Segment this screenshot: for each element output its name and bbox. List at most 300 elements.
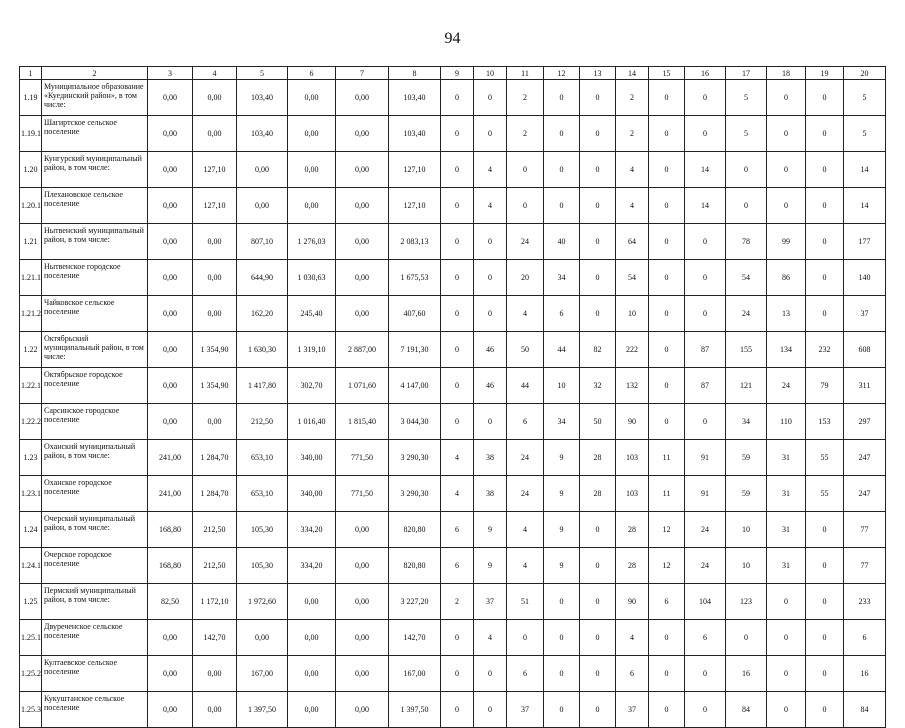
- table-cell: 0,00: [193, 296, 237, 332]
- table-cell: 0,00: [193, 80, 237, 116]
- row-number: 1.23.1: [20, 476, 42, 512]
- table-cell: 0: [806, 692, 844, 728]
- table-cell: 212,50: [237, 404, 288, 440]
- municipality-name: Октябрьский муниципальный район, в том числе:: [42, 332, 148, 368]
- table-cell: 0: [649, 260, 685, 296]
- table-cell: 90: [616, 404, 649, 440]
- table-cell: 1 276,03: [288, 224, 336, 260]
- table-cell: 0: [580, 584, 616, 620]
- table-cell: 407,60: [389, 296, 441, 332]
- table-cell: 1 972,60: [237, 584, 288, 620]
- table-cell: 5: [844, 116, 886, 152]
- table-cell: 1 354,90: [193, 332, 237, 368]
- table-cell: 103,40: [237, 116, 288, 152]
- table-cell: 127,10: [193, 188, 237, 224]
- table-cell: 0: [649, 296, 685, 332]
- table-cell: 82,50: [148, 584, 193, 620]
- table-row: [20, 692, 886, 728]
- column-header: 9: [441, 67, 474, 80]
- table-cell: 0: [685, 116, 726, 152]
- table-cell: 91: [685, 440, 726, 476]
- table-cell: 9: [474, 512, 507, 548]
- table-cell: 0: [649, 116, 685, 152]
- table-cell: 0: [474, 224, 507, 260]
- table-cell: 84: [726, 692, 767, 728]
- table-cell: 24: [507, 476, 544, 512]
- table-cell: 4: [507, 296, 544, 332]
- table-cell: 59: [726, 476, 767, 512]
- table-cell: 0: [441, 368, 474, 404]
- table-cell: 1 016,40: [288, 404, 336, 440]
- table-cell: 6: [507, 656, 544, 692]
- municipality-name: Кунгурский муниципальный район, в том числе:: [42, 152, 148, 188]
- table-cell: 297: [844, 404, 886, 440]
- table-cell: 6: [441, 512, 474, 548]
- table-cell: 0: [580, 620, 616, 656]
- table-cell: 0: [767, 656, 806, 692]
- table-cell: 0: [806, 584, 844, 620]
- table-cell: 0,00: [336, 260, 389, 296]
- table-cell: 0: [685, 80, 726, 116]
- table-cell: 820,80: [389, 512, 441, 548]
- table-cell: 0: [767, 620, 806, 656]
- table-cell: 247: [844, 440, 886, 476]
- table-cell: 38: [474, 440, 507, 476]
- table-cell: 6: [844, 620, 886, 656]
- table-cell: 0: [767, 152, 806, 188]
- column-header: 16: [685, 67, 726, 80]
- table-cell: 0,00: [148, 224, 193, 260]
- table-cell: 771,50: [336, 476, 389, 512]
- table-cell: 0: [441, 260, 474, 296]
- table-cell: 103: [616, 440, 649, 476]
- table-cell: 37: [507, 692, 544, 728]
- row-number: 1.21.1: [20, 260, 42, 296]
- table-cell: 0,00: [193, 260, 237, 296]
- table-cell: 28: [616, 548, 649, 584]
- table-cell: 0,00: [288, 116, 336, 152]
- table-cell: 6: [685, 620, 726, 656]
- row-number: 1.24: [20, 512, 42, 548]
- table-cell: 0: [441, 224, 474, 260]
- table-cell: 0,00: [288, 152, 336, 188]
- table-cell: 0: [544, 80, 580, 116]
- table-cell: 4: [474, 152, 507, 188]
- table-cell: 0: [507, 152, 544, 188]
- table-cell: 0: [544, 152, 580, 188]
- table-cell: 0,00: [336, 188, 389, 224]
- table-row: [20, 440, 886, 476]
- table-cell: 10: [616, 296, 649, 332]
- table-cell: 0: [507, 188, 544, 224]
- table-cell: 212,50: [193, 548, 237, 584]
- table-cell: 0: [649, 368, 685, 404]
- table-cell: 37: [844, 296, 886, 332]
- column-header: 7: [336, 67, 389, 80]
- table-cell: 0: [580, 512, 616, 548]
- table-cell: 0,00: [288, 656, 336, 692]
- table-cell: 4: [441, 440, 474, 476]
- table-row: [20, 656, 886, 692]
- table-cell: 4: [474, 188, 507, 224]
- table-cell: 28: [616, 512, 649, 548]
- table-cell: 84: [844, 692, 886, 728]
- table-cell: 0: [726, 152, 767, 188]
- table-cell: 12: [649, 512, 685, 548]
- municipality-name: Двуреченское сельское поселение: [42, 620, 148, 656]
- table-cell: 3 290,30: [389, 476, 441, 512]
- table-cell: 0: [685, 656, 726, 692]
- table-cell: 14: [685, 152, 726, 188]
- table-cell: 54: [616, 260, 649, 296]
- table-cell: 82: [580, 332, 616, 368]
- table-cell: 37: [616, 692, 649, 728]
- table-cell: 0: [767, 116, 806, 152]
- table-cell: 0: [474, 296, 507, 332]
- table-cell: 1 071,60: [336, 368, 389, 404]
- table-cell: 0: [441, 116, 474, 152]
- table-cell: 644,90: [237, 260, 288, 296]
- table-cell: 0,00: [148, 368, 193, 404]
- municipality-name: Очерское городское поселение: [42, 548, 148, 584]
- table-cell: 32: [580, 368, 616, 404]
- row-number: 1.19.1: [20, 116, 42, 152]
- page-number: 94: [444, 30, 461, 47]
- table-cell: 0: [685, 296, 726, 332]
- table-cell: 222: [616, 332, 649, 368]
- table-cell: 16: [726, 656, 767, 692]
- table-cell: 4: [441, 476, 474, 512]
- table-cell: 0: [649, 620, 685, 656]
- table-cell: 241,00: [148, 440, 193, 476]
- column-header: 3: [148, 67, 193, 80]
- table-cell: 99: [767, 224, 806, 260]
- table-cell: 0: [580, 296, 616, 332]
- table-cell: 10: [726, 512, 767, 548]
- table-cell: 232: [806, 332, 844, 368]
- table-cell: 0,00: [288, 692, 336, 728]
- table-cell: 2: [507, 116, 544, 152]
- table-cell: 9: [544, 512, 580, 548]
- table-cell: 16: [844, 656, 886, 692]
- column-header: 2: [42, 67, 148, 80]
- table-cell: 0,00: [336, 116, 389, 152]
- table-cell: 24: [726, 296, 767, 332]
- table-cell: 0: [580, 224, 616, 260]
- table-cell: 40: [544, 224, 580, 260]
- table-cell: 0,00: [288, 80, 336, 116]
- table-cell: 2: [616, 80, 649, 116]
- table-cell: 0: [649, 152, 685, 188]
- municipality-name: Октябрьское городское поселение: [42, 368, 148, 404]
- table-cell: 0: [806, 296, 844, 332]
- table-cell: 127,10: [389, 188, 441, 224]
- table-cell: 12: [649, 548, 685, 584]
- table-cell: 9: [544, 476, 580, 512]
- table-cell: 302,70: [288, 368, 336, 404]
- row-number: 1.25.2: [20, 656, 42, 692]
- table-cell: 1 417,80: [237, 368, 288, 404]
- table-cell: 0,00: [237, 188, 288, 224]
- table-cell: 245,40: [288, 296, 336, 332]
- table-cell: 0,00: [148, 332, 193, 368]
- table-cell: 0: [767, 584, 806, 620]
- table-cell: 0: [441, 80, 474, 116]
- table-cell: 127,10: [193, 152, 237, 188]
- table-cell: 0,00: [336, 584, 389, 620]
- table-cell: 0: [441, 332, 474, 368]
- table-cell: 0: [806, 548, 844, 584]
- column-header: 5: [237, 67, 288, 80]
- table-cell: 0: [767, 692, 806, 728]
- municipality-name: Плехановское сельское поселение: [42, 188, 148, 224]
- table-cell: 44: [507, 368, 544, 404]
- table-cell: 103,40: [389, 116, 441, 152]
- table-cell: 24: [507, 440, 544, 476]
- table-cell: 0: [649, 656, 685, 692]
- table-cell: 0: [806, 260, 844, 296]
- column-header: 17: [726, 67, 767, 80]
- table-cell: 0,00: [148, 404, 193, 440]
- table-cell: 0,00: [148, 620, 193, 656]
- column-header: 18: [767, 67, 806, 80]
- table-cell: 0: [580, 80, 616, 116]
- municipality-name: Очерский муниципальный район, в том числе:: [42, 512, 148, 548]
- table-cell: 0: [806, 620, 844, 656]
- table-cell: 0: [441, 404, 474, 440]
- table-cell: 105,30: [237, 512, 288, 548]
- table-cell: 1 397,50: [237, 692, 288, 728]
- table-row: [20, 296, 886, 332]
- table-cell: 110: [767, 404, 806, 440]
- table-cell: 247: [844, 476, 886, 512]
- table-row: [20, 80, 886, 116]
- column-header: 8: [389, 67, 441, 80]
- table-cell: 0: [806, 656, 844, 692]
- table-cell: 340,00: [288, 476, 336, 512]
- table-cell: 46: [474, 368, 507, 404]
- table-cell: 6: [544, 296, 580, 332]
- table-cell: 0,00: [336, 512, 389, 548]
- municipality-name: Култаевское сельское поселение: [42, 656, 148, 692]
- table-cell: 103,40: [389, 80, 441, 116]
- table-cell: 0: [806, 512, 844, 548]
- table-cell: 3 227,20: [389, 584, 441, 620]
- table-cell: 5: [726, 116, 767, 152]
- table-cell: 0: [685, 692, 726, 728]
- table-cell: 1 630,30: [237, 332, 288, 368]
- table-cell: 2: [616, 116, 649, 152]
- table-cell: 4: [507, 548, 544, 584]
- table-cell: 1 172,10: [193, 584, 237, 620]
- table-cell: 11: [649, 440, 685, 476]
- column-header: 12: [544, 67, 580, 80]
- table-cell: 1 675,53: [389, 260, 441, 296]
- table-cell: 140: [844, 260, 886, 296]
- municipality-name: Оханское городское поселение: [42, 476, 148, 512]
- column-header: 15: [649, 67, 685, 80]
- table-cell: 0: [685, 260, 726, 296]
- table-cell: 0: [649, 80, 685, 116]
- table-cell: 0: [474, 692, 507, 728]
- table-row: [20, 620, 886, 656]
- table-cell: 4: [616, 152, 649, 188]
- table-cell: 9: [544, 440, 580, 476]
- table-cell: 46: [474, 332, 507, 368]
- table-cell: 0: [649, 332, 685, 368]
- table-row: [20, 224, 886, 260]
- table-cell: 0,00: [336, 80, 389, 116]
- table-cell: 10: [726, 548, 767, 584]
- table-cell: 38: [474, 476, 507, 512]
- table-cell: 34: [544, 260, 580, 296]
- table-cell: 162,20: [237, 296, 288, 332]
- row-number: 1.24.1: [20, 548, 42, 584]
- table-cell: 20: [507, 260, 544, 296]
- municipality-name: Кукуштанское сельское поселение: [42, 692, 148, 728]
- table-cell: 77: [844, 512, 886, 548]
- table-cell: 0,00: [148, 116, 193, 152]
- table-cell: 142,70: [389, 620, 441, 656]
- table-cell: 37: [474, 584, 507, 620]
- column-header: 20: [844, 67, 886, 80]
- table-cell: 77: [844, 548, 886, 584]
- table-cell: 0: [544, 584, 580, 620]
- table-cell: 1 397,50: [389, 692, 441, 728]
- table-cell: 55: [806, 476, 844, 512]
- table-cell: 2: [441, 584, 474, 620]
- table-cell: 0: [580, 548, 616, 584]
- table-cell: 50: [580, 404, 616, 440]
- table-cell: 0: [726, 188, 767, 224]
- table-cell: 168,80: [148, 512, 193, 548]
- table-cell: 9: [474, 548, 507, 584]
- table-cell: 0,00: [336, 692, 389, 728]
- table-cell: 1 284,70: [193, 476, 237, 512]
- row-number: 1.22.1: [20, 368, 42, 404]
- table-cell: 0: [441, 656, 474, 692]
- table-cell: 0: [806, 116, 844, 152]
- table-cell: 14: [844, 188, 886, 224]
- table-cell: 0: [806, 80, 844, 116]
- table-cell: 0,00: [336, 224, 389, 260]
- table-cell: 155: [726, 332, 767, 368]
- municipality-name: Чайковское сельское поселение: [42, 296, 148, 332]
- table-cell: 4: [616, 188, 649, 224]
- table-cell: 0: [649, 692, 685, 728]
- municipality-name: Нытвенское городское поселение: [42, 260, 148, 296]
- row-number: 1.21: [20, 224, 42, 260]
- table-cell: 87: [685, 368, 726, 404]
- table-cell: 0: [441, 296, 474, 332]
- table-cell: 168,80: [148, 548, 193, 584]
- table-cell: 0: [441, 152, 474, 188]
- table-cell: 90: [616, 584, 649, 620]
- column-header: 14: [616, 67, 649, 80]
- table-cell: 0,00: [288, 188, 336, 224]
- table-cell: 0: [580, 656, 616, 692]
- table-cell: 807,10: [237, 224, 288, 260]
- table-cell: 121: [726, 368, 767, 404]
- header-row: [20, 67, 886, 80]
- table-cell: 31: [767, 440, 806, 476]
- table-cell: 28: [580, 440, 616, 476]
- table-cell: 123: [726, 584, 767, 620]
- table-cell: 0: [806, 188, 844, 224]
- table-cell: 0,00: [336, 548, 389, 584]
- table-row: [20, 332, 886, 368]
- table-cell: 0: [580, 152, 616, 188]
- table-cell: 0,00: [336, 152, 389, 188]
- table-cell: 0,00: [193, 404, 237, 440]
- table-cell: 0,00: [336, 656, 389, 692]
- table-cell: 34: [726, 404, 767, 440]
- table-cell: 11: [649, 476, 685, 512]
- municipality-name: Пермский муниципальный район, в том числе:: [42, 584, 148, 620]
- table-cell: 820,80: [389, 548, 441, 584]
- table-cell: 105,30: [237, 548, 288, 584]
- table-cell: 64: [616, 224, 649, 260]
- data-table: [19, 66, 886, 728]
- table-cell: 9: [544, 548, 580, 584]
- table-cell: 0: [767, 80, 806, 116]
- row-number: 1.25.3: [20, 692, 42, 728]
- column-header: 19: [806, 67, 844, 80]
- table-cell: 103: [616, 476, 649, 512]
- table-cell: 103,40: [237, 80, 288, 116]
- table-cell: 334,20: [288, 548, 336, 584]
- table-cell: 24: [767, 368, 806, 404]
- table-cell: 3 044,30: [389, 404, 441, 440]
- column-header: 11: [507, 67, 544, 80]
- table-cell: 59: [726, 440, 767, 476]
- row-number: 1.20: [20, 152, 42, 188]
- table-cell: 653,10: [237, 440, 288, 476]
- table-cell: 13: [767, 296, 806, 332]
- row-number: 1.22: [20, 332, 42, 368]
- row-number: 1.25: [20, 584, 42, 620]
- table-cell: 44: [544, 332, 580, 368]
- table-row: [20, 368, 886, 404]
- table-cell: 153: [806, 404, 844, 440]
- table-cell: 1 319,10: [288, 332, 336, 368]
- table-cell: 241,00: [148, 476, 193, 512]
- table-cell: 0,00: [193, 224, 237, 260]
- table-cell: 608: [844, 332, 886, 368]
- table-cell: 0: [767, 188, 806, 224]
- table-cell: 0,00: [148, 152, 193, 188]
- table-cell: 0: [806, 224, 844, 260]
- table-cell: 653,10: [237, 476, 288, 512]
- table-cell: 6: [649, 584, 685, 620]
- table-cell: 6: [616, 656, 649, 692]
- table-cell: 0,00: [193, 692, 237, 728]
- table-cell: 0,00: [336, 620, 389, 656]
- table-cell: 0: [726, 620, 767, 656]
- table-cell: 0: [474, 656, 507, 692]
- municipality-name: Нытвенский муниципальный район, в том числе:: [42, 224, 148, 260]
- table-cell: 7 191,30: [389, 332, 441, 368]
- table-cell: 0,00: [193, 656, 237, 692]
- table-cell: 177: [844, 224, 886, 260]
- table-cell: 134: [767, 332, 806, 368]
- table-cell: 0: [544, 116, 580, 152]
- table-cell: 1 815,40: [336, 404, 389, 440]
- table-cell: 0,00: [148, 296, 193, 332]
- table-row: [20, 512, 886, 548]
- table-cell: 311: [844, 368, 886, 404]
- table-cell: 0: [544, 620, 580, 656]
